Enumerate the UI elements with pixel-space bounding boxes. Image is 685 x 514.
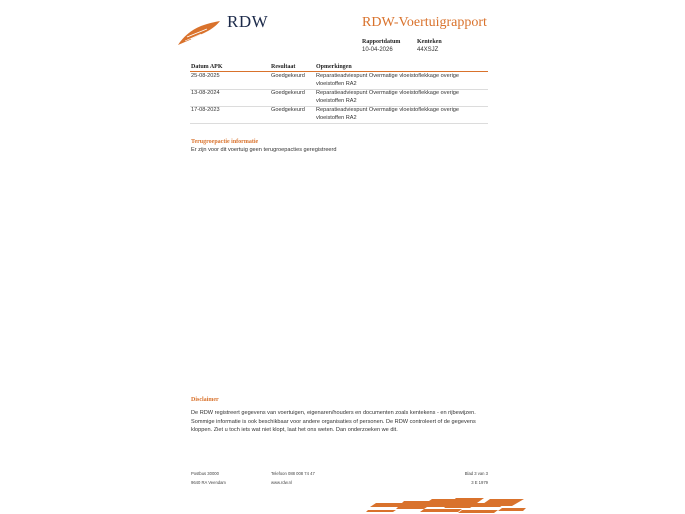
rdw-logo-icon xyxy=(177,20,221,46)
row-1-remark-line2: vloeistoffen RA2 xyxy=(316,81,357,87)
recall-text: Er zijn voor dit voertuig geen terugroepacties geregistreerd xyxy=(191,147,337,153)
footer-page-number: Blad 3 van 3 xyxy=(464,471,488,476)
footer-code: 3 E 1979 xyxy=(471,480,488,485)
row-divider xyxy=(190,123,488,124)
footer-phone: Telefoon 088 008 74 47 xyxy=(271,471,315,476)
column-header-remarks: Opmerkingen xyxy=(316,64,352,70)
row-2-result: Goedgekeurd xyxy=(271,90,305,96)
row-1-remark-line1: Reparatieadviespunt Overmatige vloeistoflekkage overige xyxy=(316,73,460,79)
row-1-result: Goedgekeurd xyxy=(271,73,305,79)
decorative-stripes-icon xyxy=(366,497,526,514)
disclaimer-line-3: kloppen. Ziet u toch iets wat niet klopt, laat het ons weten. Dan onderzoeken we dit. xyxy=(191,427,398,433)
disclaimer-line-2: Sommige informatie is ook beschikbaar voor andere organisaties of personen. De RDW controleert of de gegevens xyxy=(191,419,476,425)
logo-text: RDW xyxy=(227,12,269,31)
row-2-remark-line2: vloeistoffen RA2 xyxy=(316,98,357,104)
row-3-result: Goedgekeurd xyxy=(271,107,305,113)
row-3-remark-line1: Reparatieadviespunt Overmatige vloeistoflekkage overige xyxy=(316,107,460,113)
column-header-date: Datum APK xyxy=(191,64,223,70)
row-1-date: 25-08-2025 xyxy=(191,73,220,79)
plate-value: 44XSJZ xyxy=(417,47,439,53)
row-2-remark-line1: Reparatieadviespunt Overmatige vloeistoflekkage overige xyxy=(316,90,460,96)
report-title: RDW-Voertuigrapport xyxy=(362,15,487,30)
report-date-label: Rapportdatum xyxy=(362,39,401,45)
footer-city: 9640 RA Veendam xyxy=(191,480,226,485)
column-header-result: Resultaat xyxy=(271,64,296,70)
disclaimer-line-1: De RDW registreert gegevens van voertuigen, eigenaren/houders en documenten zoals kentekens - en rijbewijzen. xyxy=(191,410,476,416)
disclaimer-title: Disclaimer xyxy=(191,397,219,403)
row-2-date: 13-08-2024 xyxy=(191,90,220,96)
report-date-value: 10-04-2026 xyxy=(362,47,393,53)
footer-postbus: Postbus 30000 xyxy=(191,471,219,476)
footer-website: www.rdw.nl xyxy=(271,480,292,485)
plate-label: Kenteken xyxy=(417,39,442,45)
recall-title: Terugroepactie informatie xyxy=(191,139,259,145)
row-3-date: 17-08-2023 xyxy=(191,107,220,113)
row-3-remark-line2: vloeistoffen RA2 xyxy=(316,115,357,121)
